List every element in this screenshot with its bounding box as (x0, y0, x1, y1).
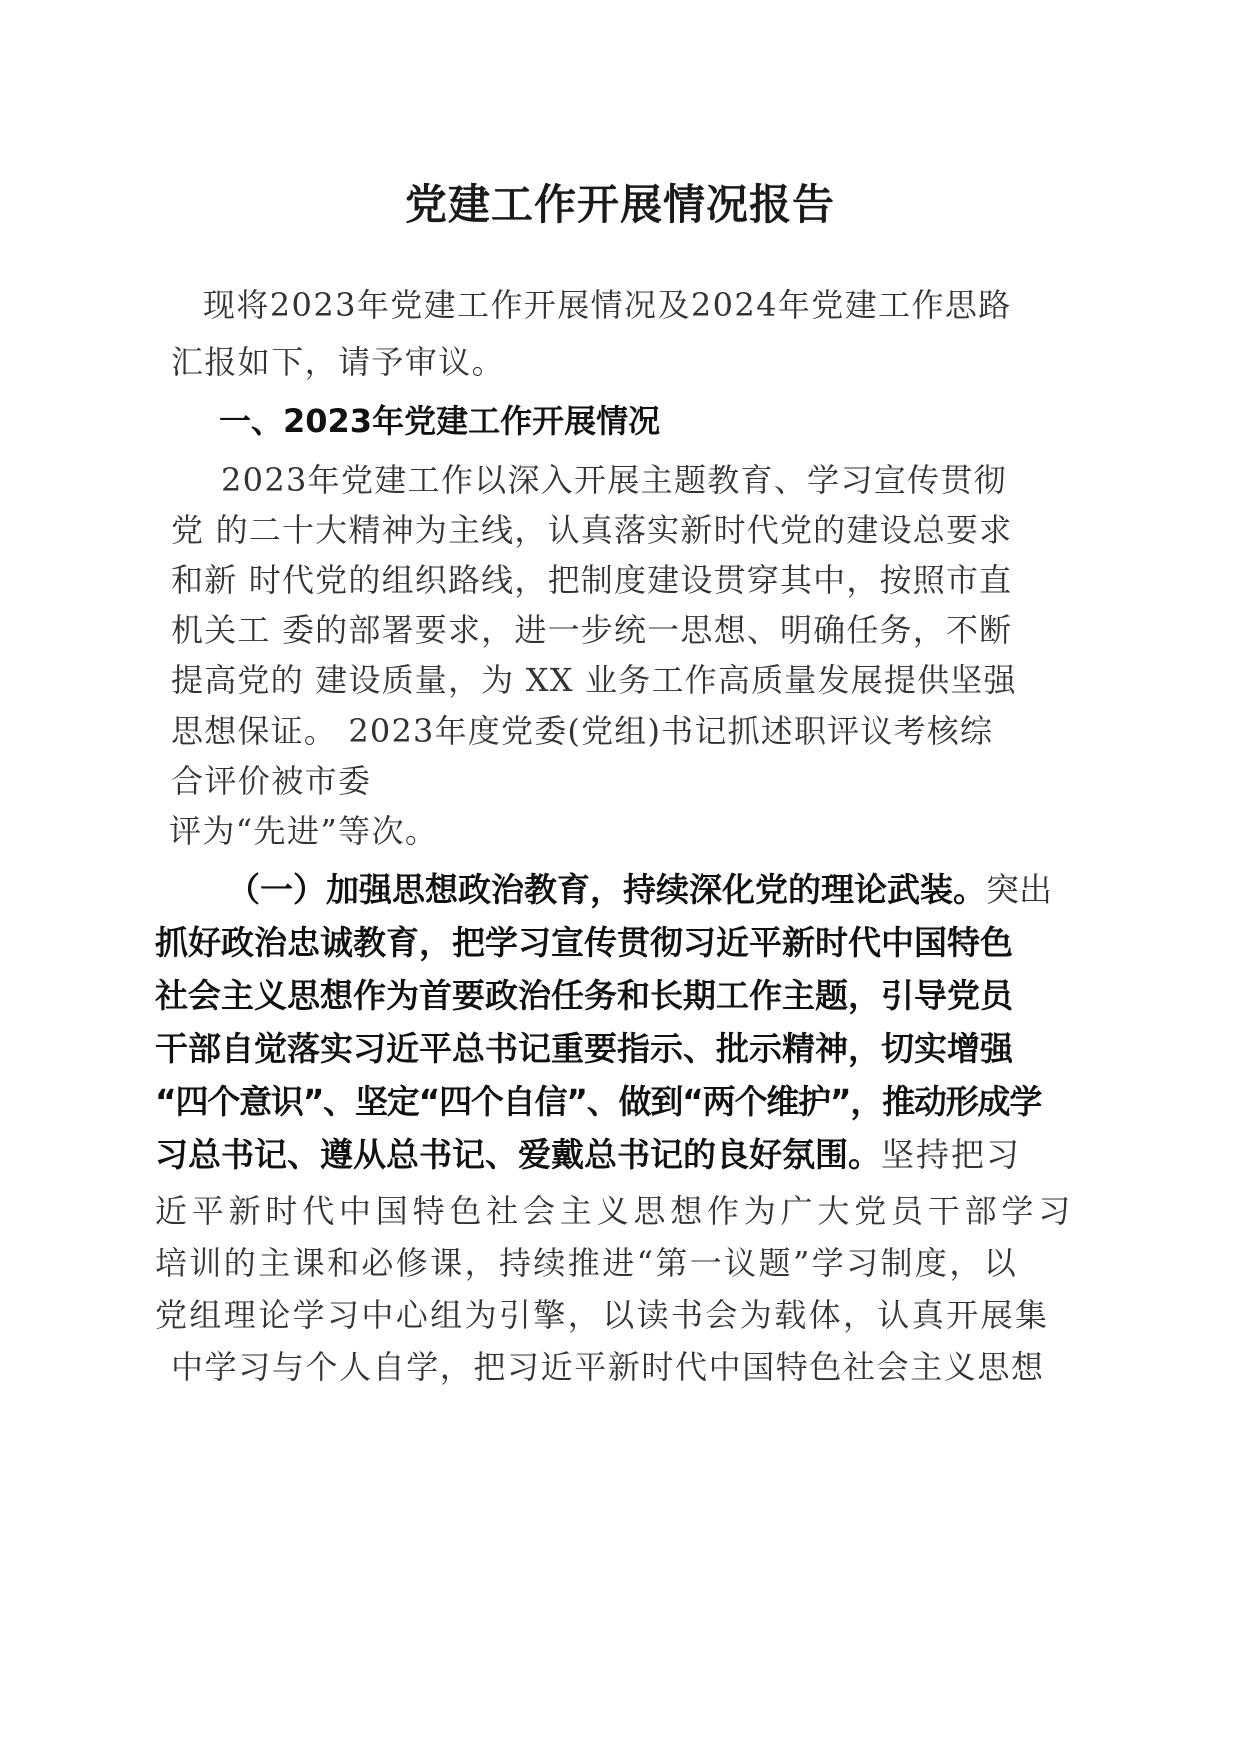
section-1-line-2: 党 的二十大精神为主线，认真落实新时代党的建设总要求 (171, 511, 1013, 549)
subsection-1-heading-line (227, 864, 1052, 911)
subsection-1-heading-tail: 突出 (986, 870, 1052, 909)
section-1-line-5: 提高党的 建设质量，为 XX 业务工作高质量发展提供坚强 (171, 661, 1017, 699)
intro-line-2: 汇报如下，请予审议。 (171, 343, 506, 381)
document-title: 党建工作开展情况报告 (404, 180, 835, 229)
subsection-1-bold-line-5-wrap (155, 1129, 1021, 1176)
subsection-1-bold-line-5: 习总书记、遵从总书记、爱戴总书记的良好氛围。 (155, 1135, 881, 1174)
section-1-heading: 一、2023年党建工作开展情况 (219, 402, 661, 440)
subsection-1-line-2: 培训的主课和必修课，持续推进“第一议题”学习制度，以 (155, 1244, 1019, 1282)
subsection-1-heading: （一）加强思想政治教育，持续深化党的理论武装。 (227, 870, 986, 909)
section-1-line-6: 思想保证。 2023年度党委(党组)书记抓述职评议考核综 (171, 712, 994, 750)
subsection-1-bold-line-1: 抓好政治忠诚教育，把学习宣传贯彻习近平新时代中国特色 (155, 923, 1013, 962)
section-1-line-8: 评为“先进”等次。 (169, 812, 439, 850)
subsection-1-line-4: 中学习与个人自学，把习近平新时代中国特色社会主义思想 (171, 1348, 1045, 1386)
section-1-line-4: 机关工 委的部署要求，进一步统一思想、明确任务，不断 (171, 611, 1013, 649)
subsection-1-line-3: 党组理论学习中心组为引擎，以读书会为载体，认真开展集 (155, 1296, 1050, 1334)
intro-line-1: 现将2023年党建工作开展情况及2024年党建工作思路 (203, 286, 1012, 324)
section-1-line-1: 2023年党建工作以深入开展主题教育、学习宣传贯彻 (221, 461, 1007, 499)
subsection-1-bold-line-3: 干部自觉落实习近平总书记重要指示、批示精神，切实增强 (155, 1029, 1013, 1068)
subsection-1-bold-line-2: 社会主义思想作为首要政治任务和长期工作主题，引导党员 (155, 976, 1013, 1015)
section-1-line-3: 和新 时代党的组织路线，把制度建设贯穿其中，按照市直 (171, 561, 1013, 599)
subsection-1-bold-tail: 坚持把习 (881, 1135, 1021, 1174)
section-1-line-7: 合评价被市委 (171, 762, 372, 800)
subsection-1-bold-line-4: “四个意识”、坚定“四个自信”、做到“两个维护”，推动形成学 (155, 1082, 1042, 1121)
subsection-1-line-1: 近平新时代中国特色社会主义思想作为广大党员干部学习 (155, 1192, 1076, 1230)
